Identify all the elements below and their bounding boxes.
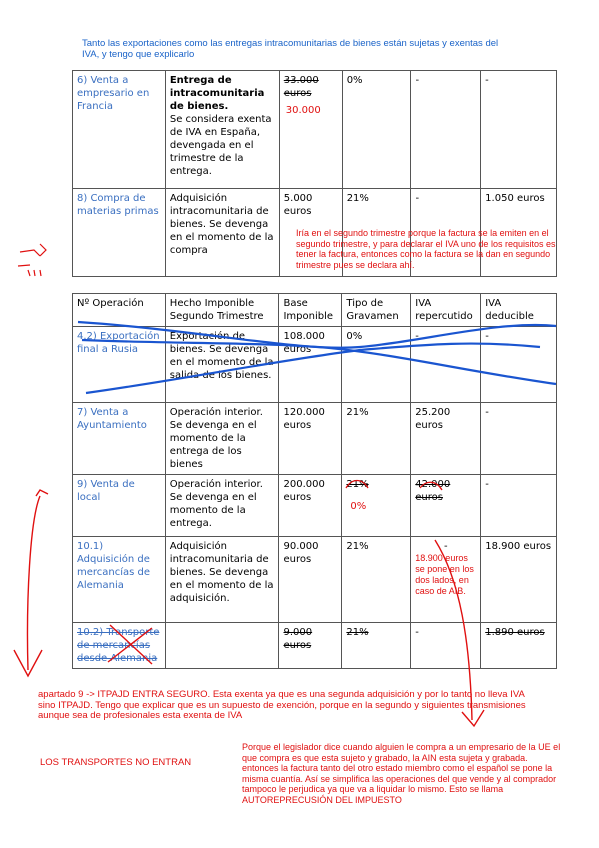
- apartado-note: apartado 9 -> ITPAJD ENTRA SEGURO. Esta exenta ya que es una segunda adquisición y por lo tanto no lleva IVA sino ITPAJD. Tengo que explicar que es un supuesto de exención, porque en la segundo y siguientes transmisiones aunque sea de profesionales esta exenta de IVA: [38, 689, 526, 721]
- ded-cell: 1.050 euros: [481, 189, 557, 277]
- base-cell: 90.000 euros: [279, 537, 342, 623]
- table-row: [73, 537, 557, 623]
- col-header: Tipo de Gravamen: [342, 294, 411, 327]
- rep-cell: -: [411, 623, 481, 669]
- table-row: [73, 403, 557, 475]
- invoice-note: Iría en el segundo trimestre porque la factura se la emiten en el segundo trimestre, y para declarar el IVA uno de los requisitos es tener la factura, entonces como la factura se la dan en segundo trimestre pues se declara ahí.: [296, 228, 556, 270]
- op-cell: 6) Venta a empresario en Francia: [73, 71, 166, 189]
- col-header: IVA deducible: [481, 294, 557, 327]
- tipo-cell: 0%: [342, 71, 411, 189]
- op-cell: 10.1) Adquisición de mercancías de Alemania: [73, 537, 166, 623]
- table-second-quarter: [72, 293, 557, 669]
- hecho-bold: Entrega de intracomunitaria de bienes.: [169, 75, 265, 112]
- base-cell: 120.000 euros: [279, 403, 342, 475]
- hecho-plain: Se considera exenta de IVA en España, devengada en el trimestre de la entrega.: [169, 114, 272, 177]
- hecho-cell: Adquisición intracomunitaria de bienes. Se devenga en el momento de la compra: [165, 189, 279, 277]
- top-note: Tanto las exportaciones como las entregas intracomunitarias de bienes están sujetas y exentas del IVA, y tengo que explicarlo: [82, 38, 499, 60]
- base-cell: 108.000 euros: [279, 327, 342, 403]
- table-row: [73, 71, 557, 189]
- base-correction: 30.000: [285, 105, 321, 116]
- col-header: IVA repercutido: [411, 294, 481, 327]
- base-value-struck: 33.000 euros: [283, 75, 319, 99]
- rep-cell: [411, 537, 481, 623]
- rep-cell: -: [411, 71, 481, 189]
- ded-cell: -: [481, 403, 557, 475]
- col-header: Hecho Imponible Segundo Trimestre: [165, 294, 279, 327]
- tipo-value-struck: 21%: [346, 479, 369, 490]
- rep-cell: -: [411, 189, 481, 277]
- op-cell: 10.2) Transporte de mercancías desde Alemania: [73, 623, 166, 669]
- op-cell: 7) Venta a Ayuntamiento: [73, 403, 166, 475]
- margin-scribble-icon: [18, 244, 46, 276]
- op-cell: 4.2) Exportación final a Rusia: [73, 327, 166, 403]
- tipo-cell: 21%: [342, 623, 411, 669]
- op-cell: 8) Compra de materias primas: [73, 189, 166, 277]
- table-header-row: [73, 294, 557, 327]
- tipo-cell: 21%: [342, 403, 411, 475]
- hecho-cell: [165, 71, 279, 189]
- ded-cell: -: [481, 71, 557, 189]
- ded-cell: 18.900 euros: [481, 537, 557, 623]
- base-cell: 200.000 euros: [279, 475, 342, 537]
- tipo-cell: 21%: [342, 189, 411, 277]
- ded-cell: 1.890 euros: [481, 623, 557, 669]
- rep-cell: 25.200 euros: [411, 403, 481, 475]
- rep-value: -: [443, 541, 448, 552]
- table-row: [73, 327, 557, 403]
- base-cell: 9.000 euros: [279, 623, 342, 669]
- table-row: [73, 623, 557, 669]
- tipo-cell: [342, 475, 411, 537]
- down-arrow-icon: [14, 490, 48, 676]
- tipo-cell: 0%: [342, 327, 411, 403]
- ded-cell: -: [481, 327, 557, 403]
- col-header: Base Imponible: [279, 294, 342, 327]
- base-cell: 5.000 euros: [279, 189, 342, 277]
- rep-cell: 42.000 euros: [411, 475, 481, 537]
- legislator-note: Porque el legislador dice cuando alguien le compra a un empresario de la UE el que compra es que esta sujeto y grabado, la AIN esta sujeta y grabada. entonces la factura tanto del otro estado miembro como el español se pone la misma cuantía. Así se simplifica las operaciones del que vende y al comprador tampoco le perjudica ya que va a liquidar lo mismo. Esto se llama AUTOREPRECUSIÓN DEL IMPUESTO: [242, 742, 561, 805]
- tipo-correction: 0%: [350, 501, 367, 512]
- tipo-cell: 21%: [342, 537, 411, 623]
- col-header: Nº Operación: [73, 294, 166, 327]
- base-cell: [279, 71, 342, 189]
- rep-correction: 18.900 euros se pone en los dos lados, en caso de AIB.: [415, 553, 474, 596]
- hecho-cell: Exportación de bienes. Se devenga en el momento de la salida de los bienes.: [165, 327, 279, 403]
- ded-cell: -: [481, 475, 557, 537]
- hecho-cell: Operación interior. Se devenga en el momento de la entrega.: [165, 475, 279, 537]
- op-cell: 9) Venta de local: [73, 475, 166, 537]
- table-row: [73, 475, 557, 537]
- hecho-cell: Adquisición intracomunitaria de bienes. Se devenga en el momento de la adquisición.: [165, 537, 279, 623]
- transport-note: LOS TRANSPORTES NO ENTRAN: [40, 757, 192, 768]
- hecho-cell: Operación interior. Se devenga en el momento de la entrega de los bienes: [165, 403, 279, 475]
- hecho-cell: [165, 623, 279, 669]
- rep-cell: -: [411, 327, 481, 403]
